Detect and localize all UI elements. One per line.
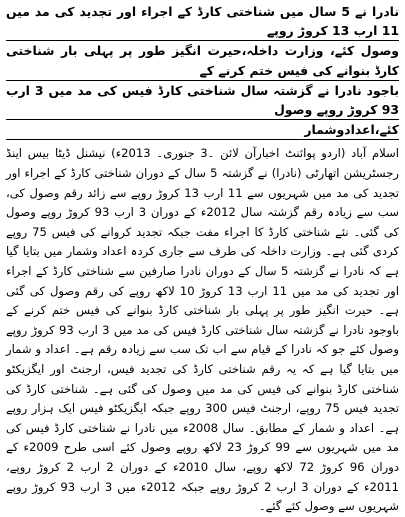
- article-body: اسلام آباد (اردو پوائنٹ اخبارآن لائن ۔3 جنوری۔ 2013ء) نیشنل ڈیٹا بیس اینڈ رجسٹریشن اتھارٹی (نادرا) نے گزشتہ 5 سال کے دوران شناختی کارڈ کے اجراء اور تجدید کی مد میں شہریوں سے 11 ارب 13 کروڑ روپے سے زائد رقم وصول کی، سب سے زیادہ رقم گزشتہ سال 2012ء کے دوران 3 ارب 93 کروڑ روپے وصول کی گئی۔ نئے شناختی کارڈ کا اجراء مفت جبکہ تجدید کروانے کی فیس 75 روپے کردی گئی ہے۔ وزارت داخلہ کی طرف سے جاری کردہ اعداد وشمار میں بتایا گیا ہے کہ نادرا نے گزشتہ 5 سال کے دوران نادرا صارفین سے شناختی کارڈ کے اجراء اور تجدید کی مد میں 11 ارب 13 کروڑ 10 لاکھ روپے کی رقم وصول کی گئی ہے۔ حیرت انگیز طور پر پہلی بار شناختی کارڈ بنوانے کی فیس ختم کرنے کے باوجود نادرا نے گزشتہ سال شناختی کارڈ فیس کی مد میں 3 ارب 93 کروڑ روپے وصول کئے جو کہ نادرا کے قیام سے اب تک سب سے زیادہ رقم ہے۔ اعداد و شمار میں بتایا گیا ہے کہ یہ رقم شناختی کارڈ کی تجدید فیس، ارجنٹ اور ایگزیکٹو شناختی کارڈ بنوانے کی فیس کی مد میں وصول کی گئی ہے۔ شناختی کارڈ کی تجدید فیس 75 روپے، ارجنٹ فیس 300 روپے جبکہ ایگزیکٹو فیس ایک ہزار روپے ہے۔ اعداد و شمار کے مطابق۔ سال 2008ء میں نادرا نے شناختی کارڈ فیس کی مد میں شہریوں سے 99 کروڑ 23 لاکھ روپے وصول کئے اسی طرح 2009ء کے دوران 96 کروڑ 72 لاکھ روپے، سال 2010ء کے دوران 2 ارب 2 کروڑ روپے، 2011ء کے دوران 3 ارب 2 کروڑ روپے جبکہ 2012ء میں 3 ارب 93 کروڑ روپے شہریوں سے وصول کئے گئے۔: [6, 146, 400, 514]
- article-headline: [6, 2, 399, 140]
- headline-line-4: کئے،اعدادوشمار: [6, 120, 399, 140]
- headline-line-3: باجود نادرا نے گزشتہ سال شناختی کارڈ فیس کی مد میں 3 ارب 93 کروڑ روپے وصول: [6, 81, 399, 120]
- headline-line-2: وصول کئے، وزارت داخلہ،حیرت انگیز طور پر پہلی بار شناختی کارڈ بنوانے کی فیس ختم کرنے کے: [6, 41, 399, 80]
- headline-line-1: نادرا نے 5 سال میں شناختی کارڈ کے اجراء اور تجدید کی مد میں 11 ارب 13 کروڑ روپے: [6, 2, 399, 41]
